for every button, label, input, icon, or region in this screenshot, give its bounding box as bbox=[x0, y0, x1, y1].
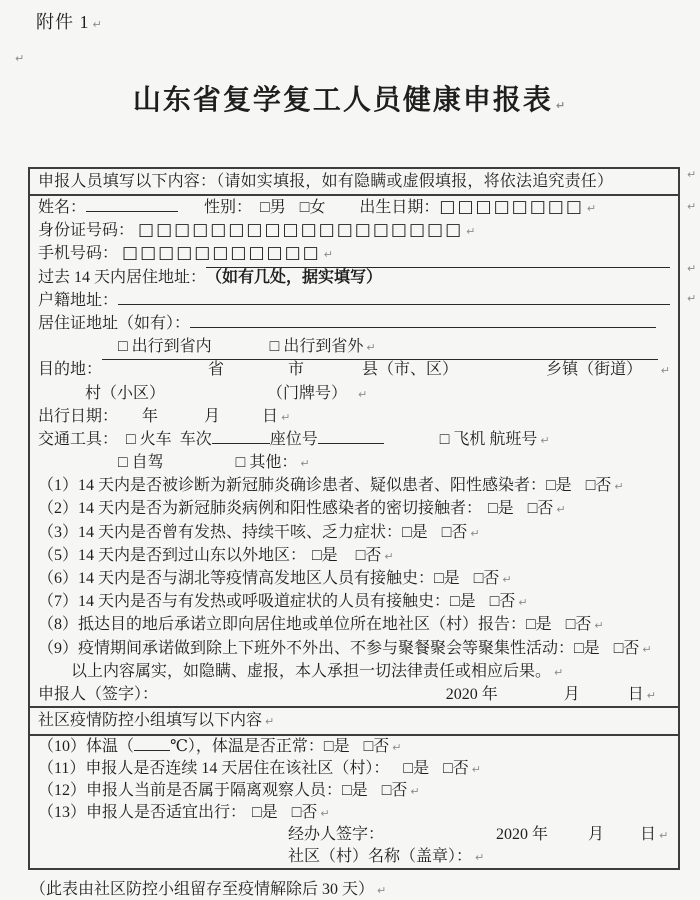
return-mark-icon bbox=[300, 452, 309, 474]
travel-scope-row bbox=[30, 335, 678, 358]
household-address-label: 户籍地址： bbox=[38, 291, 119, 309]
question-row-2 bbox=[30, 497, 678, 520]
question-row-9 bbox=[30, 637, 678, 660]
page-title-text: 山东省复学复工人员健康申报表 bbox=[132, 84, 553, 115]
question-row-3 bbox=[30, 521, 678, 544]
declarant-signature-row bbox=[30, 683, 678, 706]
village-row bbox=[30, 382, 678, 405]
question-10-post-text: ℃），体温是否正常： bbox=[170, 738, 324, 756]
return-mark-icon bbox=[556, 99, 567, 112]
destination-town-label: 乡镇（街道） bbox=[546, 361, 643, 379]
travel-outside-checkbox[interactable]: □ 出行到省外 bbox=[269, 338, 364, 356]
question-text: （8）抵达目的地后承诺立即向居住地或单位所在地社区（村）报告： bbox=[38, 616, 527, 634]
village-label: 村（小区） bbox=[85, 384, 166, 402]
address-14days-hint: （如有几处，据实填写） bbox=[206, 268, 383, 286]
return-mark-icon bbox=[377, 884, 386, 897]
question-text: （7）14 天内是否与有发热或呼吸道症状的人员有接触史： bbox=[38, 593, 451, 611]
name-gender-birth-row bbox=[30, 196, 678, 219]
return-mark-icon bbox=[472, 759, 481, 780]
question-row-12 bbox=[30, 780, 678, 802]
question-6-yes-checkbox[interactable]: □是 bbox=[434, 570, 460, 587]
permit-address-input-line[interactable] bbox=[190, 326, 656, 328]
question-2-no-checkbox[interactable]: □否 bbox=[527, 500, 554, 518]
question-5-no-checkbox[interactable]: □否 bbox=[355, 546, 382, 564]
community-header-text: 社区疫情防控小组填写以下内容 bbox=[38, 712, 263, 730]
return-mark-icon bbox=[470, 522, 479, 544]
permit-address-row bbox=[30, 312, 678, 335]
retention-footnote bbox=[30, 876, 386, 899]
question-row-5 bbox=[30, 544, 678, 567]
permit-address-label: 居住证地址（如有）： bbox=[38, 314, 191, 332]
question-9-no-checkbox[interactable]: □否 bbox=[613, 639, 640, 657]
question-text: （1）14 天内是否被诊断为新冠肺炎确诊患者、疑似患者、阳性感染者： bbox=[38, 477, 547, 495]
transport-label: 交通工具： bbox=[38, 430, 119, 448]
question-text: （6）14 天内是否与湖北等疫情高发地区人员有接触史： bbox=[38, 570, 435, 587]
seat-number-input-line[interactable] bbox=[318, 442, 384, 444]
question-3-no-checkbox[interactable]: □否 bbox=[441, 523, 468, 541]
train-number-label: 车次 bbox=[179, 430, 212, 448]
household-address-row bbox=[30, 289, 678, 312]
sign-month-text: 月 bbox=[563, 685, 580, 703]
phone-number-row bbox=[30, 242, 678, 265]
return-mark-icon bbox=[366, 336, 375, 358]
address-14days-row bbox=[30, 266, 678, 289]
return-mark-icon bbox=[93, 18, 103, 31]
question-12-no-checkbox[interactable]: □否 bbox=[381, 782, 408, 800]
question-10-yes-checkbox[interactable]: □是 bbox=[323, 738, 350, 756]
birth-date-boxes[interactable]: □□□□□□□□ bbox=[439, 197, 584, 217]
question-13-text: （13）申报人是否适宜出行： bbox=[38, 804, 247, 822]
question-text: （5）14 天内是否到过山东以外地区： bbox=[38, 546, 307, 564]
question-6-no-checkbox[interactable]: □否 bbox=[473, 570, 500, 587]
question-9-yes-checkbox[interactable]: □是 bbox=[574, 639, 600, 657]
departure-date-row bbox=[30, 405, 678, 428]
return-mark-icon bbox=[265, 709, 274, 735]
question-12-yes-checkbox[interactable]: □是 bbox=[342, 782, 368, 800]
declarant-section-header bbox=[30, 169, 678, 196]
day-unit-label: 日 bbox=[262, 407, 279, 425]
community-stamp-label: 社区（村）名称（盖章）： bbox=[288, 848, 473, 866]
id-number-label: 身份证号码： bbox=[38, 222, 135, 240]
statement-text: 以上内容属实，如隐瞒、虚报，本人承担一切法律责任或相应后果。 bbox=[71, 662, 552, 680]
gender-label: 性别： bbox=[204, 199, 253, 216]
return-mark-icon bbox=[594, 614, 603, 636]
village-input-line[interactable] bbox=[85, 382, 355, 405]
declarant-header-text: 申报人员填写以下内容：（请如实填报，如有隐瞒或虚假填报，将依法追究责任） bbox=[38, 173, 614, 190]
gender-female-checkbox[interactable]: □女 bbox=[299, 199, 326, 216]
departure-date-input-line[interactable] bbox=[118, 405, 278, 428]
return-mark-icon bbox=[15, 52, 24, 65]
destination-county-label: 县（市、区） bbox=[362, 361, 459, 379]
health-declaration-form bbox=[28, 167, 680, 870]
question-7-no-checkbox[interactable]: □否 bbox=[489, 593, 516, 611]
travel-within-checkbox[interactable]: □ 出行到省内 bbox=[118, 338, 212, 356]
phone-number-boxes[interactable]: □□□□□□□□□□□ bbox=[122, 243, 321, 264]
return-mark-icon bbox=[614, 475, 623, 497]
question-2-yes-checkbox[interactable]: □是 bbox=[488, 500, 514, 518]
question-row-13 bbox=[30, 802, 678, 824]
year-unit-label: 年 bbox=[142, 407, 159, 425]
address-14days-input-line[interactable] bbox=[206, 266, 670, 286]
officer-signature-label: 经办人签字： bbox=[288, 826, 385, 844]
transport-car-checkbox[interactable]: □ 自驾 bbox=[118, 454, 164, 472]
return-mark-icon bbox=[358, 383, 367, 405]
address-14days-label: 过去 14 天内居住地址： bbox=[38, 268, 207, 286]
return-mark-icon bbox=[502, 568, 511, 590]
question-11-yes-checkbox[interactable]: □是 bbox=[403, 760, 430, 778]
question-text: （3）14 天内是否曾有发热、持续干咳、乏力症状： bbox=[38, 523, 403, 541]
destination-label: 目的地： bbox=[38, 361, 103, 379]
return-mark-icon bbox=[687, 200, 696, 213]
month-unit-label: 月 bbox=[204, 407, 221, 425]
question-13-yes-checkbox[interactable]: □是 bbox=[252, 804, 278, 822]
question-row-6 bbox=[30, 567, 678, 590]
question-7-yes-checkbox[interactable]: □是 bbox=[450, 593, 476, 611]
return-mark-icon bbox=[475, 847, 484, 868]
officer-month-text: 月 bbox=[588, 826, 605, 844]
departure-date-label: 出行日期： bbox=[38, 407, 119, 425]
return-mark-icon bbox=[642, 638, 651, 660]
name-label: 姓名： bbox=[38, 199, 87, 216]
officer-signature-row bbox=[30, 824, 678, 846]
statement-row bbox=[30, 660, 678, 683]
question-12-text: （12）申报人当前是否属于隔离观察人员： bbox=[38, 782, 343, 800]
return-mark-icon bbox=[320, 803, 329, 824]
question-3-yes-checkbox[interactable]: □是 bbox=[402, 523, 428, 541]
return-mark-icon bbox=[410, 781, 419, 802]
birth-date-label: 出生日期： bbox=[359, 199, 440, 216]
destination-province-label: 省 bbox=[208, 361, 225, 379]
return-mark-icon bbox=[281, 406, 290, 428]
return-mark-icon bbox=[687, 292, 696, 305]
transport-row bbox=[30, 428, 678, 451]
seat-number-label: 座位号 bbox=[269, 430, 318, 448]
destination-input-line[interactable] bbox=[102, 358, 658, 379]
officer-year-text: 2020 年 bbox=[496, 826, 549, 844]
return-mark-icon bbox=[554, 661, 563, 683]
declarant-signature-label: 申报人（签字）： bbox=[38, 685, 159, 703]
question-row-7 bbox=[30, 590, 678, 613]
question-row-8 bbox=[30, 613, 678, 636]
train-number-input-line[interactable] bbox=[212, 442, 270, 444]
return-mark-icon bbox=[392, 737, 401, 758]
phone-number-label: 手机号码： bbox=[38, 245, 119, 263]
return-mark-icon bbox=[518, 591, 527, 613]
attachment-label bbox=[36, 8, 103, 34]
community-stamp-row bbox=[30, 846, 678, 868]
question-5-yes-checkbox[interactable]: □是 bbox=[312, 546, 338, 564]
question-row-11 bbox=[30, 758, 678, 780]
return-mark-icon bbox=[647, 684, 656, 706]
question-row-1 bbox=[30, 474, 678, 497]
question-10-pre-text: （10）体温（ bbox=[38, 738, 135, 756]
gender-male-checkbox[interactable]: □男 bbox=[260, 199, 286, 216]
destination-row bbox=[30, 358, 678, 381]
return-mark-icon bbox=[540, 429, 549, 451]
question-13-no-checkbox[interactable]: □否 bbox=[291, 804, 318, 822]
transport-train-checkbox[interactable]: □ 火车 bbox=[126, 430, 172, 448]
destination-city-label: 市 bbox=[288, 361, 305, 379]
transport-row-2 bbox=[30, 451, 678, 474]
officer-day-text: 日 bbox=[640, 826, 657, 844]
return-mark-icon bbox=[687, 262, 696, 275]
return-mark-icon bbox=[659, 825, 668, 846]
return-mark-icon bbox=[687, 168, 696, 181]
question-1-no-checkbox[interactable]: □否 bbox=[585, 477, 612, 495]
transport-plane-checkbox[interactable]: □ 飞机 航班号 bbox=[439, 430, 538, 448]
community-section-header bbox=[30, 706, 678, 736]
retention-footnote-text: （此表由社区防控小组留存至疫情解除后 30 天） bbox=[30, 881, 375, 898]
return-mark-icon bbox=[466, 220, 475, 242]
question-10-no-checkbox[interactable]: □否 bbox=[363, 738, 390, 756]
transport-other-checkbox[interactable]: □ 其他： bbox=[235, 454, 298, 472]
question-row-10 bbox=[30, 736, 678, 758]
temperature-input-line[interactable] bbox=[134, 749, 170, 751]
sign-day-text: 日 bbox=[627, 685, 644, 703]
page-title bbox=[0, 78, 700, 118]
return-mark-icon bbox=[384, 545, 393, 567]
sign-year-text: 2020 年 bbox=[445, 685, 498, 703]
household-address-input-line[interactable] bbox=[118, 303, 670, 305]
question-8-yes-checkbox[interactable]: □是 bbox=[526, 616, 552, 634]
question-1-yes-checkbox[interactable]: □是 bbox=[546, 477, 572, 495]
question-8-no-checkbox[interactable]: □否 bbox=[565, 616, 592, 634]
attachment-text: 附件 1 bbox=[36, 12, 90, 32]
question-11-no-checkbox[interactable]: □否 bbox=[443, 760, 469, 778]
return-mark-icon bbox=[556, 498, 565, 520]
door-number-label: （门牌号） bbox=[267, 384, 348, 402]
question-text: （2）14 天内是否为新冠肺炎病例和阳性感染者的密切接触者： bbox=[38, 500, 483, 518]
question-text: （9）疫情期间承诺做到除上下班外不外出、不参与聚餐聚会等聚集性活动： bbox=[38, 639, 575, 657]
return-mark-icon bbox=[661, 359, 670, 381]
return-mark-icon bbox=[587, 197, 596, 219]
return-mark-icon bbox=[324, 243, 333, 265]
id-number-row bbox=[30, 219, 678, 242]
id-number-boxes[interactable]: □□□□□□□□□□□□□□□□□□ bbox=[138, 220, 464, 241]
question-11-text: （11）申报人是否连续 14 天居住在该社区（村）： bbox=[38, 760, 390, 778]
name-input-line[interactable] bbox=[86, 210, 178, 212]
